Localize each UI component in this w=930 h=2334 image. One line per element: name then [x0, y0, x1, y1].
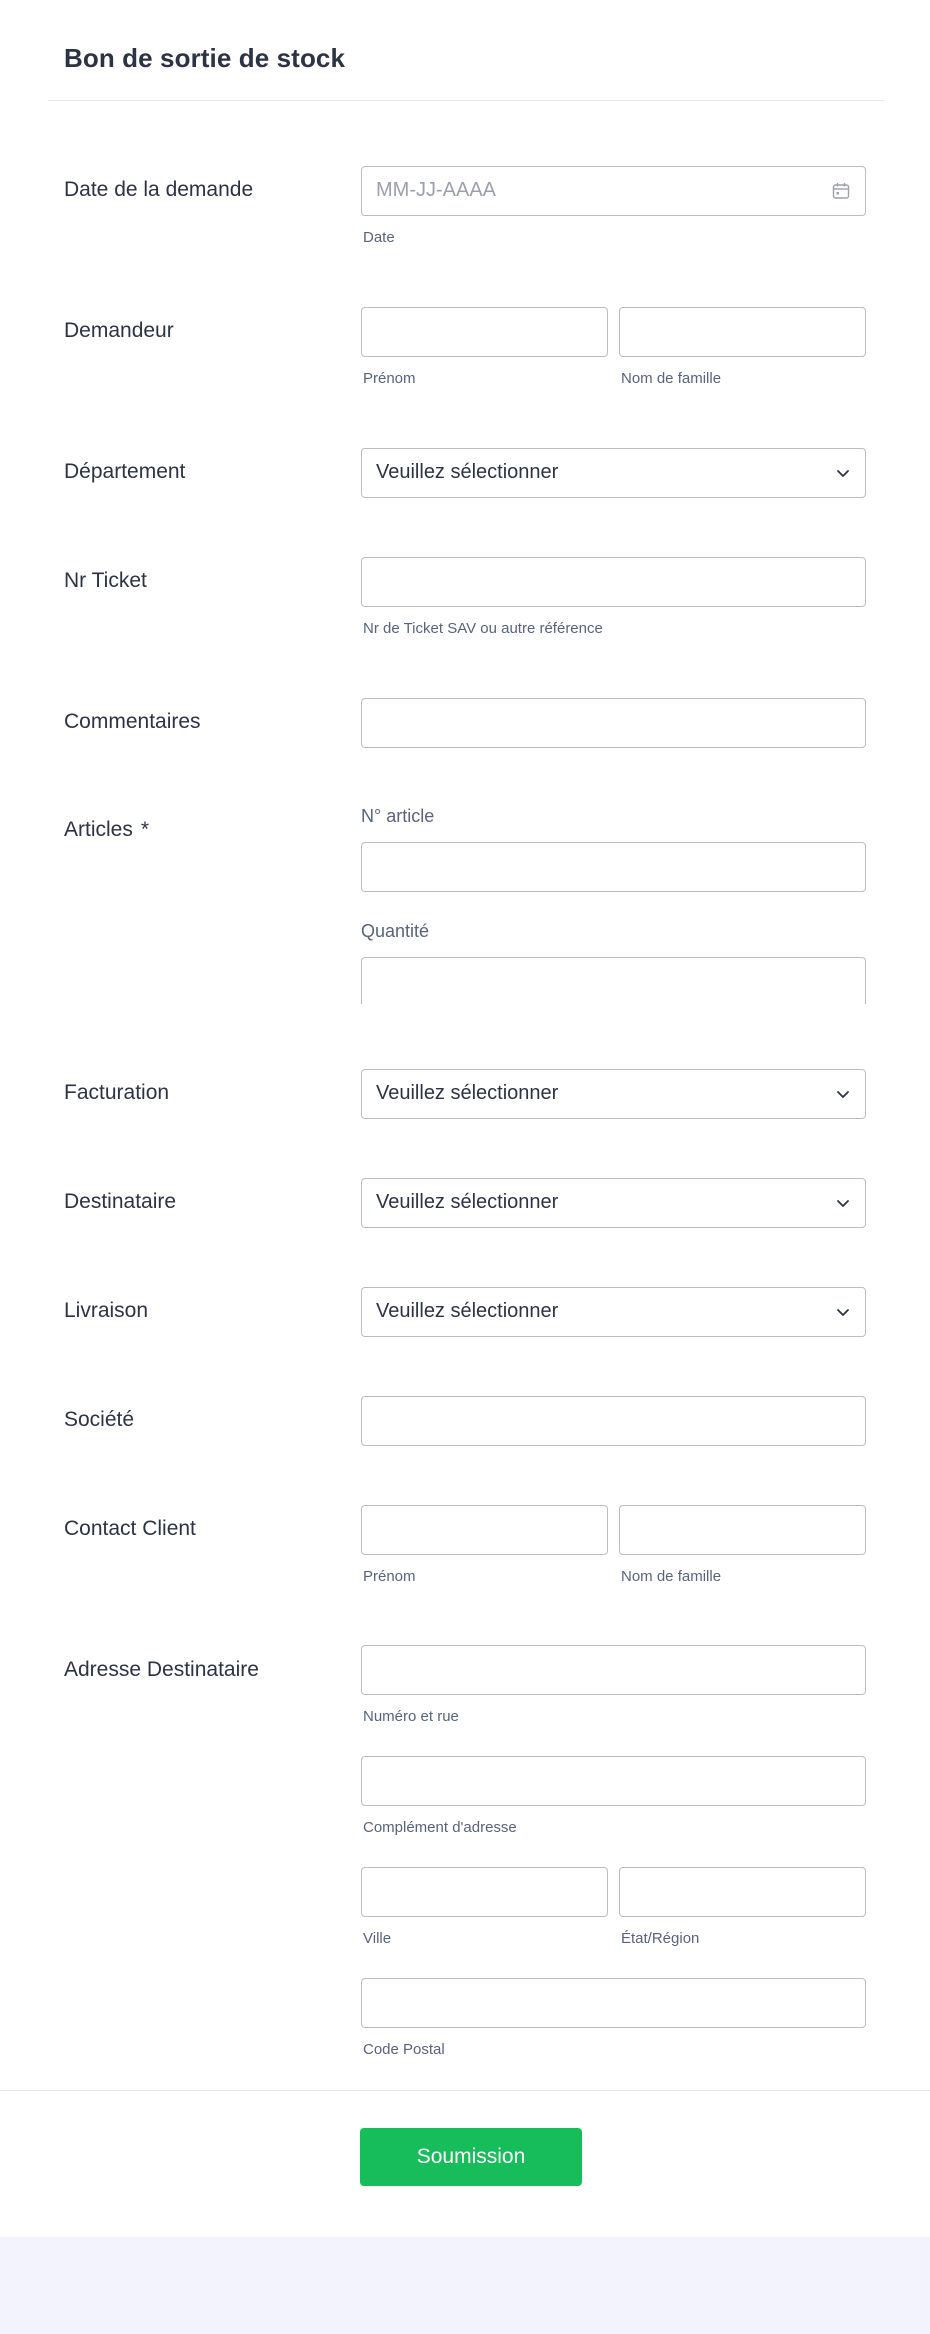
- chevron-down-icon: [835, 465, 851, 481]
- complement-sublabel: Complément d'adresse: [363, 1819, 517, 1836]
- ticket-input[interactable]: [361, 557, 866, 607]
- livraison-selected: Veuillez sélectionner: [376, 1300, 559, 1322]
- demandeur-last-name-input[interactable]: [619, 307, 866, 357]
- street-sublabel: Numéro et rue: [363, 1708, 459, 1725]
- contact-first-name-input[interactable]: [361, 1505, 608, 1555]
- articles-label-text: Articles: [64, 818, 133, 841]
- commentaires-label: Commentaires: [64, 710, 201, 733]
- city-sublabel: Ville: [363, 1930, 392, 1947]
- demandeur-first-sublabel: Prénom: [363, 370, 416, 387]
- ticket-label: Nr Ticket: [64, 569, 147, 592]
- contact-client-label: Contact Client: [64, 1517, 196, 1540]
- demandeur-label: Demandeur: [64, 319, 174, 342]
- departement-selected: Veuillez sélectionner: [376, 461, 559, 483]
- quantite-label: Quantité: [361, 921, 430, 941]
- chevron-down-icon: [835, 1195, 851, 1211]
- postal-code-input[interactable]: [361, 1978, 866, 2028]
- quantite-input[interactable]: [361, 957, 866, 1004]
- commentaires-input[interactable]: [361, 698, 866, 748]
- date-sublabel: Date: [363, 229, 395, 246]
- demandeur-last-sublabel: Nom de famille: [621, 370, 722, 387]
- state-sublabel: État/Région: [621, 1930, 700, 1947]
- form-header: [48, 0, 884, 101]
- adresse-label: Adresse Destinataire: [64, 1658, 259, 1681]
- facturation-select[interactable]: [361, 1069, 866, 1119]
- facturation-selected: Veuillez sélectionner: [376, 1082, 559, 1104]
- demandeur-first-name-input[interactable]: [361, 307, 608, 357]
- complement-input[interactable]: [361, 1756, 866, 1806]
- societe-label: Société: [64, 1408, 135, 1431]
- contact-first-sublabel: Prénom: [363, 1568, 416, 1585]
- livraison-select[interactable]: [361, 1287, 866, 1337]
- form-title: Bon de sortie de stock: [64, 43, 346, 73]
- calendar-icon[interactable]: [831, 181, 851, 201]
- destinataire-selected: Veuillez sélectionner: [376, 1191, 559, 1213]
- city-input[interactable]: [361, 1867, 608, 1917]
- departement-label: Département: [64, 460, 186, 483]
- chevron-down-icon: [835, 1086, 851, 1102]
- article-no-input[interactable]: [361, 842, 866, 892]
- chevron-down-icon: [835, 1304, 851, 1320]
- street-input[interactable]: [361, 1645, 866, 1695]
- destinataire-select[interactable]: [361, 1178, 866, 1228]
- articles-label: [64, 818, 149, 842]
- article-no-label: N° article: [361, 806, 435, 826]
- state-input[interactable]: [619, 1867, 866, 1917]
- required-asterisk: *: [140, 818, 150, 841]
- submit-button[interactable]: Soumission: [360, 2128, 582, 2186]
- ticket-sublabel: Nr de Ticket SAV ou autre référence: [363, 620, 603, 637]
- departement-select[interactable]: [361, 448, 866, 498]
- contact-last-sublabel: Nom de famille: [621, 1568, 722, 1585]
- contact-last-name-input[interactable]: [619, 1505, 866, 1555]
- date-placeholder: MM-JJ-AAAA: [376, 179, 496, 201]
- date-input[interactable]: [361, 166, 866, 216]
- postal-sublabel: Code Postal: [363, 2041, 445, 2058]
- destinataire-label: Destinataire: [64, 1190, 177, 1213]
- facturation-label: Facturation: [64, 1081, 170, 1104]
- footer-divider: [0, 2090, 930, 2091]
- societe-input[interactable]: [361, 1396, 866, 1446]
- livraison-label: Livraison: [64, 1299, 149, 1322]
- date-label: Date de la demande: [64, 178, 254, 201]
